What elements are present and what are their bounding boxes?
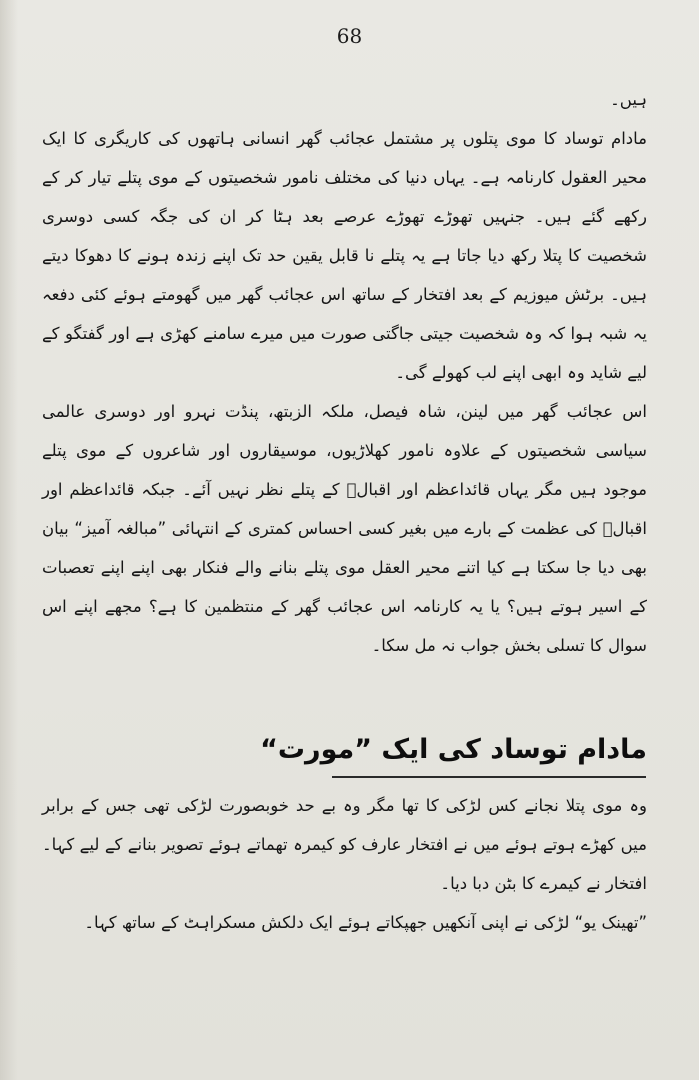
- paragraph-5: ”تھینک یو“ لڑکی نے اپنی آنکھیں جھپکاتے ہوئے ایک دلکش مسکراہٹ کے ساتھ کہا۔: [84, 913, 647, 932]
- page-number: 68: [336, 24, 363, 48]
- paragraph-3: اس عجائب گھر میں لینن، شاہ فیصل، ملکہ الزبتھ، پنڈت نہرو اور دوسری عالمی سیاسی شخصیتوں کے علاوہ نامور کھلاڑیوں، موسیقاروں اور شاعروں کے موی پتلے موجود ہیں مگر یہاں قائداعظم اور اقبالؒ کے پتلے نظر نہیں آئے۔ جبکہ قائداعظم اور اقبالؒ کی عظمت کے بارے میں بغیر کسی احساس کمتری کے انتہائی ”مبالغہ آمیز“ بیان بھی دیا جا سکتا ہے کیا اتنے محیر العقل موی پتلے بنانے والے فنکار بھی اپنے اپنے تعصبات کے اسیر ہوتے ہیں؟ یا یہ کارنامہ اس عجائب گھر کے منتظمین کا ہے؟ مجھے اپنے اس سوال کا تسلی بخش جواب نہ مل سکا۔: [42, 402, 647, 655]
- section-heading-wrap: [42, 728, 647, 772]
- text-column-top: [42, 80, 647, 665]
- paragraph-1: ہیں۔: [610, 90, 647, 109]
- paragraph-2: مادام توساد کا موی پتلوں پر مشتمل عجائب گھر انسانی ہاتھوں کی کاریگری کا ایک محیر العقول کارنامہ ہے۔ یہاں دنیا کی مختلف نامور شخصیتوں کے موی پتلے تیار کر کے رکھے گئے ہیں۔ جنہیں تھوڑے تھوڑے عرصے بعد ہٹا کر ان کی جگہ کسی دوسری شخصیت کا پتلا رکھ دیا جاتا ہے یہ پتلے نا قابل یقین حد تک اپنے زندہ ہونے کا دھوکا دیتے ہیں۔ برٹش میوزیم کے بعد افتخار کے ساتھ اس عجائب گھر میں گھومتے ہوئے کئی دفعہ یہ شبہ ہوا کہ وہ شخصیت جیتی جاگتی صورت میں میرے سامنے کھڑی ہے اور گفتگو کے لیے شاید وہ ابھی اپنے لب کھولے گی۔: [42, 129, 647, 382]
- heading-underline: [332, 776, 646, 778]
- section-heading: مادام توساد کی ایک ”مورت“: [260, 734, 647, 765]
- paragraph-4: وہ موی پتلا نجانے کس لڑکی کا تھا مگر وہ بے حد خوبصورت لڑکی تھی جس کے برابر میں کھڑے ہوتے ہوئے میں نے افتخار عارف کو کیمرہ تھماتے ہوئے تصویر بنانے کے لیے کہا۔ افتخار نے کیمرے کا بٹن دبا دیا۔: [42, 796, 647, 893]
- text-column-bottom: [42, 786, 647, 942]
- page-binding-shadow: [0, 0, 18, 1080]
